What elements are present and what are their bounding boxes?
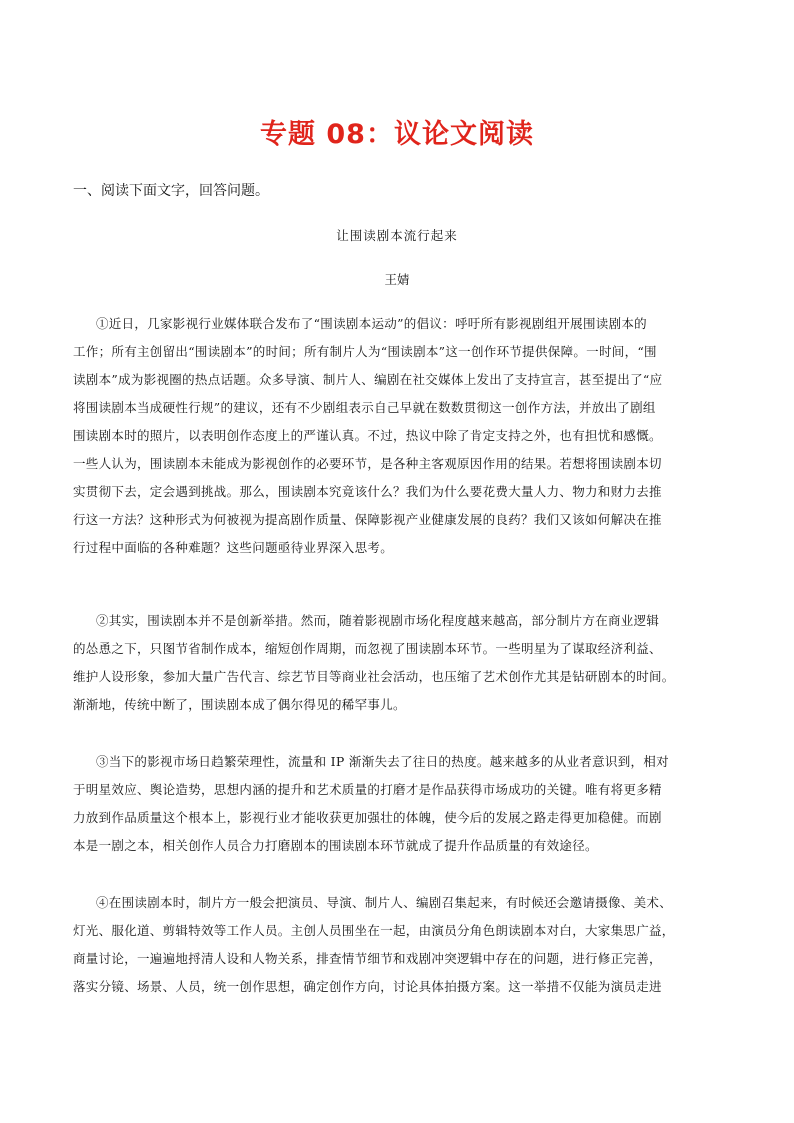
paragraph-line: ①近日，几家影视行业媒体联合发布了“围读剧本运动”的倡议：呼吁所有影视剧组开展围读剧本的 [96,316,647,331]
article-title: 让围读剧本流行起来 [336,228,458,243]
paragraph-line: 落实分镜、场景、人员，统一创作思想，确定创作方向，讨论具体拍摄方案。这一举措不仅能为演员走进 [73,979,662,994]
paragraph-line: 行过程中面临的各种难题？这些问题亟待业界深入思考。 [73,540,394,555]
question-heading: 一、阅读下面文字，回答问题。 [73,183,269,199]
paragraph-line: 灯光、服化道、剪辑特效等工作人员。主创人员围坐在一起，由演员分角色朗读剧本对白，大家集思广益， [73,923,675,938]
paragraph-line: 读剧本”成为影视圈的热点话题。众多导演、制片人、编剧在社交媒体上发出了支持宣言，甚至提出了“应 [73,372,663,387]
paragraph-line: 将围读剧本当成硬性行规”的建议，还有不少剧组表示自己早就在数数贯彻这一创作方法，并放出了剧组 [73,400,656,415]
paragraph-line: 的怂恿之下，只图节省制作成本，缩短创作周期，而忽视了围读剧本环节。一些明星为了谋取经济利益、 [73,641,662,656]
paragraph-line: 一些人认为，围读剧本未能成为影视创作的必要环节，是各种主客观原因作用的结果。若想将围读剧本切 [73,456,662,471]
paragraph-line: 工作；所有主创留出“围读剧本”的时间；所有制片人为“围读剧本”这一创作环节提供保障。一时间，“围 [73,344,657,359]
paragraph-line: ④在围读剧本时，制片方一般会把演员、导演、制片人、编剧召集起来，有时候还会邀请摄像、美术、 [96,895,673,910]
paragraph-line: 本是一剧之本，相关创作人员合力打磨剧本的围读剧本环节就成了提升作品质量的有效途径。 [73,838,598,853]
paragraph-line: ③当下的影视市场日趋繁荣理性，流量和 IP 渐渐失去了往日的热度。越来越多的从业者意识到，相对 [96,754,669,769]
paragraph-line: 渐渐地，传统中断了，围读剧本成了偶尔得见的稀罕事儿。 [73,697,406,712]
paragraph-line: 维护人设形象，参加大量广告代言、综艺节目等商业社会活动，也压缩了艺术创作尤其是钻研剧本的时间。 [73,669,675,684]
paragraph-line: 行这一方法？这种形式为何被视为提高剧作质量、保障影视产业健康发展的良药？我们又该如何解决在推 [73,512,662,527]
paragraph-line: 于明星效应、舆论造势，思想内涵的提升和艺术质量的打磨才是作品获得市场成功的关键。唯有将更多精 [73,782,662,797]
paragraph-line: 围读剧本时的照片，以表明创作态度上的严谨认真。不过，热议中除了肯定支持之外，也有担忧和感慨。 [73,428,662,443]
paragraph-line: 商量讨论，一遍遍地捋清人设和人物关系，排查情节细节和戏剧冲突逻辑中存在的问题，进行修正完善， [73,951,662,966]
paragraph-line: 力放到作品质量这个根本上，影视行业才能收获更加强壮的体魄，使今后的发展之路走得更加稳健。而剧 [73,810,662,825]
article-author: 王婧 [384,272,410,287]
paragraph-line: 实贯彻下去，定会遇到挑战。那么，围读剧本究竟该什么？我们为什么要花费大量人力、物力和财力去推 [73,484,662,499]
paragraph-line: ②其实，围读剧本并不是创新举措。然而，随着影视剧市场化程度越来越高，部分制片方在商业逻辑 [96,613,660,628]
document-title: 专题 08：议论文阅读 [260,119,534,150]
